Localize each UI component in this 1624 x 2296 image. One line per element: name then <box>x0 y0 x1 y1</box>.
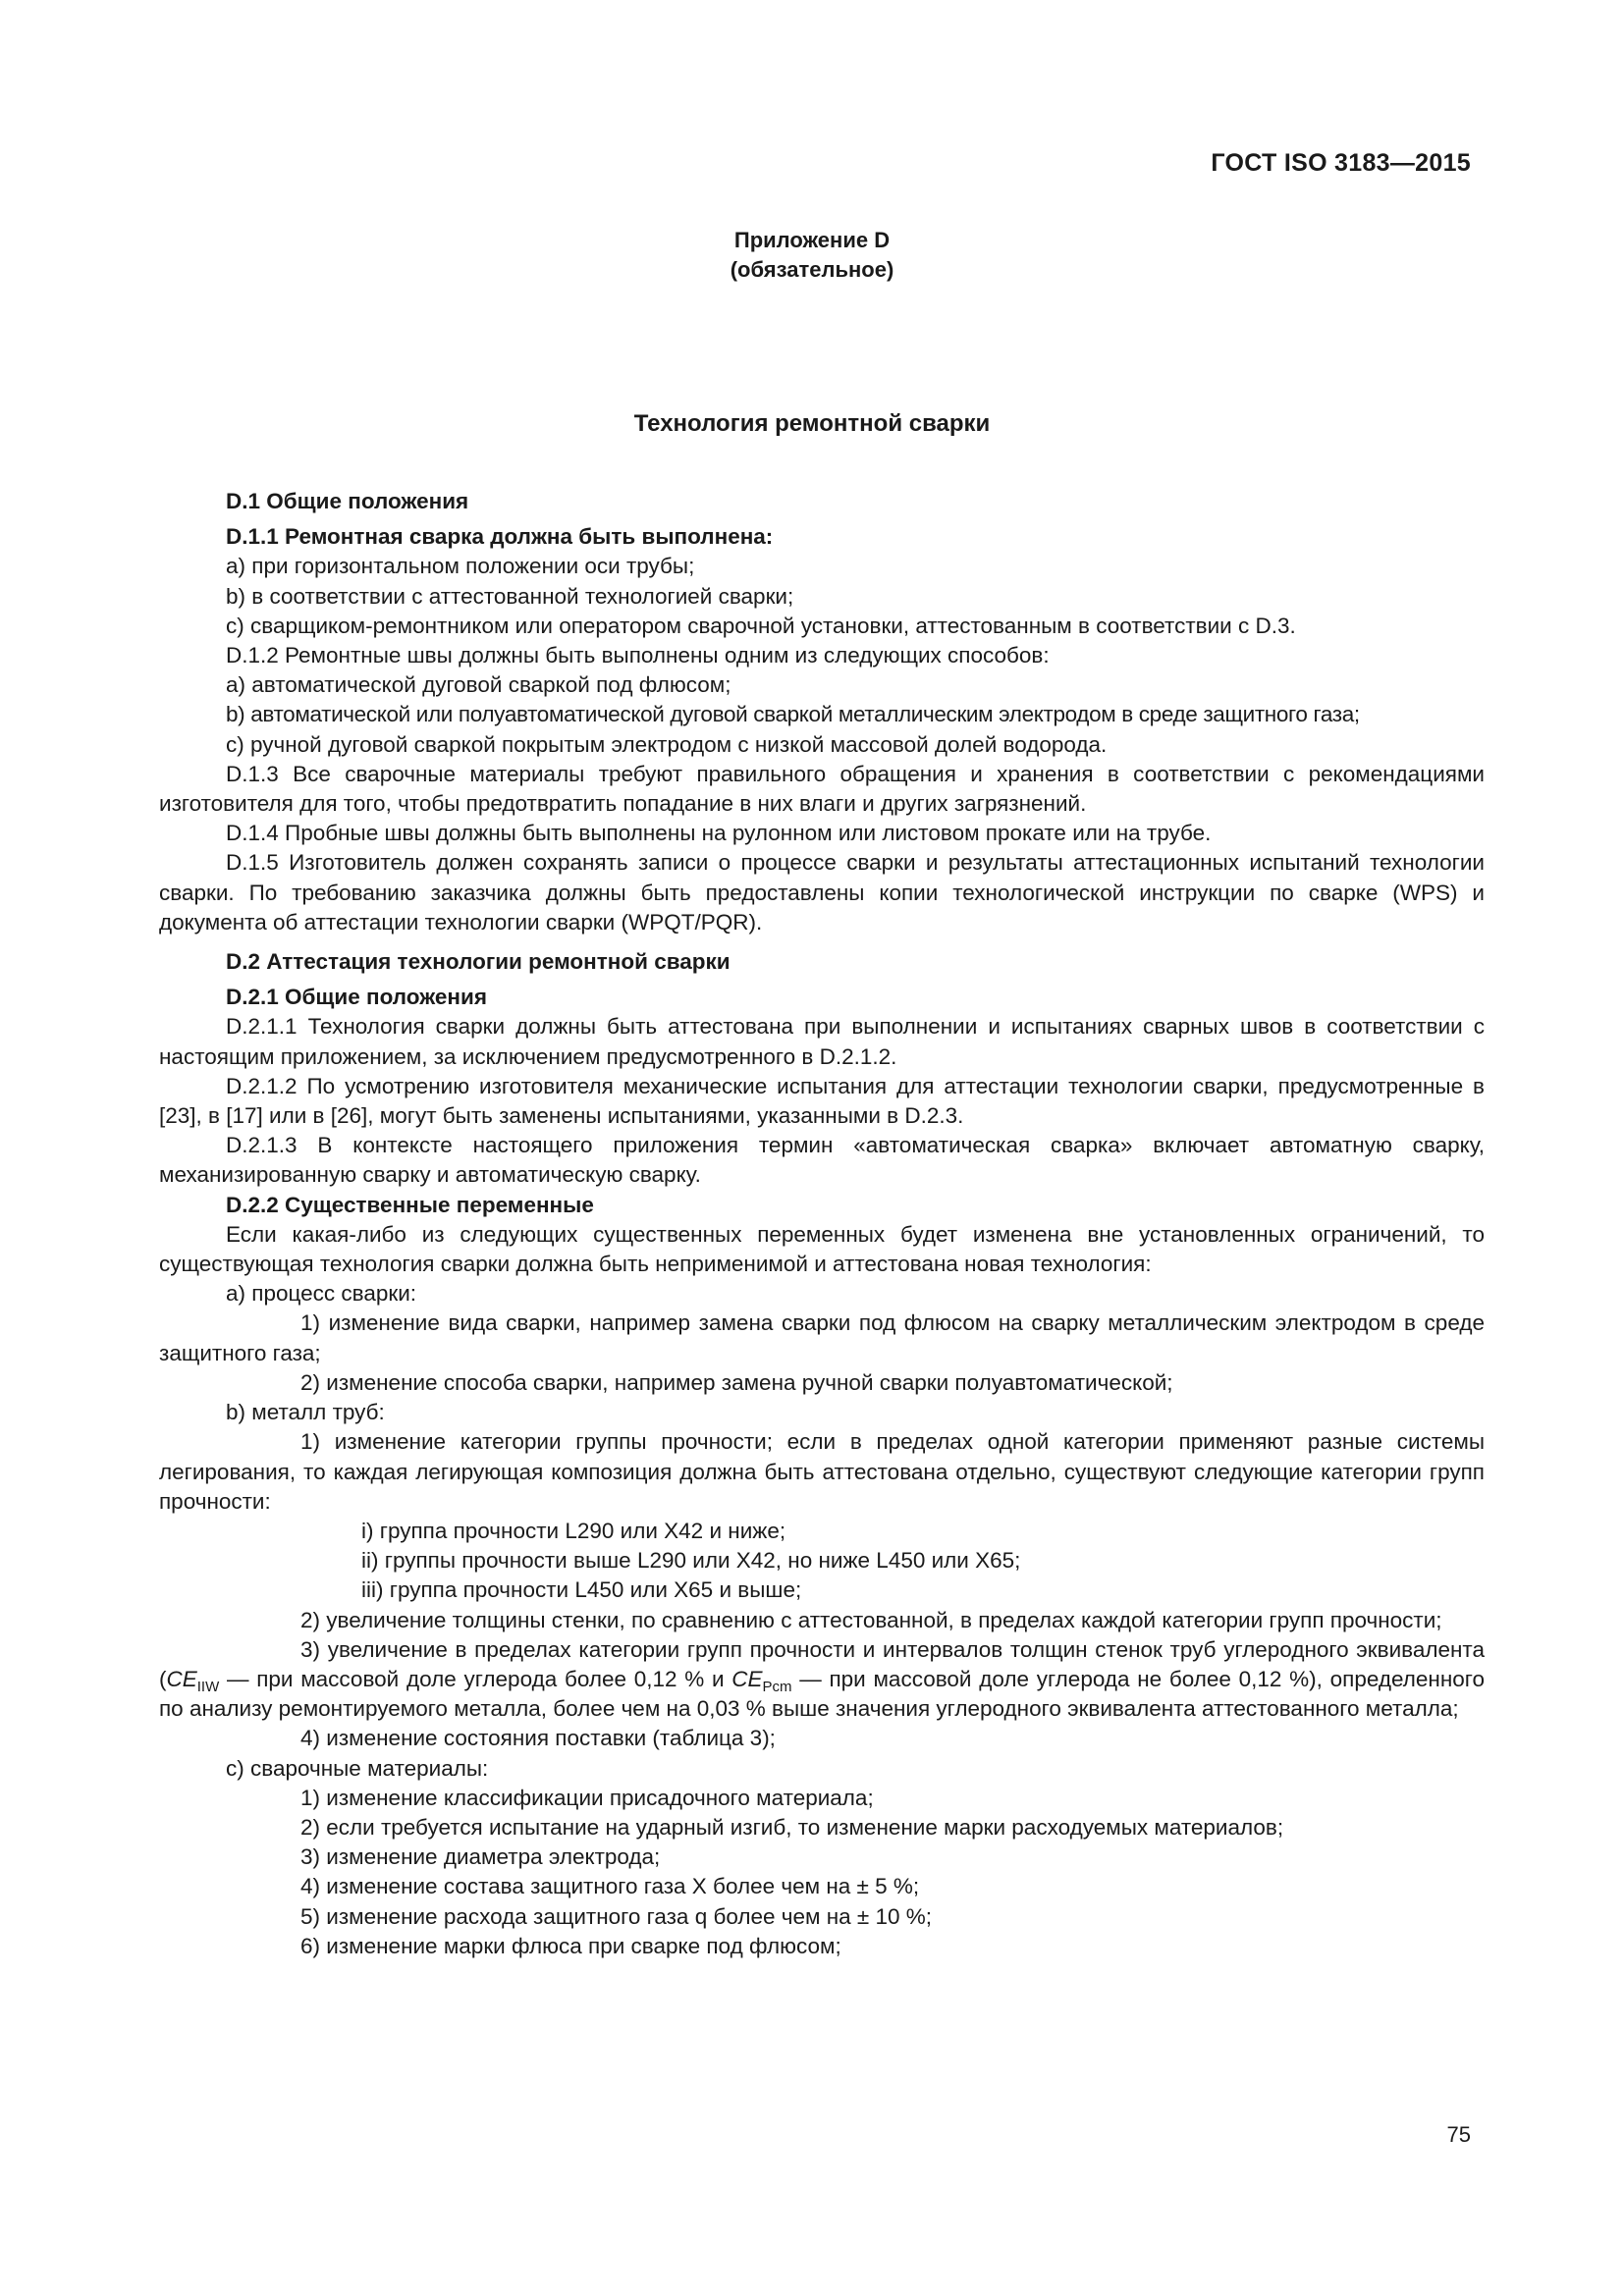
d15-paragraph: D.1.5 Изготовитель должен сохранять записи о процессе сварки и результаты аттестационных испытаний технологии сварки. По требованию заказчика должны быть предоставлены копии технологической инструкции по сварке (WPS) и документа об аттестации технологии сварки (WPQT/PQR). <box>159 850 1485 934</box>
document-body <box>159 487 1485 1961</box>
d11-heading: D.1.1 Ремонтная сварка должна быть выполнена: <box>226 524 774 550</box>
d22-item-b: b) металл труб: <box>226 1400 385 1425</box>
d213-paragraph: D.2.1.3 В контексте настоящего приложения термин «автоматическая сварка» включает автоматную сварку, механизированную сварку и автоматическую сварку. <box>159 1133 1485 1188</box>
d22-item-c5: 5) изменение расхода защитного газа q более чем на ± 10 %; <box>300 1903 933 1929</box>
page-number: 75 <box>1446 2122 1471 2147</box>
d12-item-a: а) автоматической дуговой сваркой под флюсом; <box>226 672 731 698</box>
d22-item-b1-ii: ii) группы прочности выше L290 или X42, но ниже L450 или X65; <box>361 1548 1021 1574</box>
d12-item-c: с) ручной дуговой сваркой покрытым электродом с низкой массовой долей водорода. <box>226 731 1108 757</box>
d22-item-c: с) сварочные материалы: <box>226 1755 489 1781</box>
annex-heading <box>0 226 1624 285</box>
d22-heading: D.2.2 Существенные переменные <box>226 1192 594 1217</box>
d22-item-c6: 6) изменение марки флюса при сварке под флюсом; <box>300 1933 841 1958</box>
d22-item-b4: 4) изменение состояния поставки (таблица 3); <box>300 1726 776 1751</box>
d12-paragraph: D.1.2 Ремонтные швы должны быть выполнены одним из следующих способов: <box>226 643 1050 668</box>
d11-item-a: а) при горизонтальном положении оси трубы; <box>226 554 695 579</box>
d22-item-c4: 4) изменение состава защитного газа X более чем на ± 5 %; <box>300 1874 920 1899</box>
d21-heading: D.2.1 Общие положения <box>226 985 487 1010</box>
d22-item-c2: 2) если требуется испытание на ударный изгиб, то изменение марки расходуемых материалов; <box>300 1814 1284 1840</box>
annex-title: Приложение D <box>733 228 891 252</box>
b3-text-1: 3) увеличение в пределах категории групп прочности и интервалов толщин стенок труб углеродного эквивалента ( <box>159 1636 1485 1691</box>
d212-paragraph: D.2.1.2 По усмотрению изготовителя механические испытания для аттестации технологии сварки, предусмотренные в [23], в [17] или в [26], могут быть заменены испытаниями, указанными в D.2.3. <box>159 1073 1485 1129</box>
d22-item-a1: 1) изменение вида сварки, например замена сварки под флюсом на сварку металлическим электродом в среде защитного газа; <box>159 1310 1485 1365</box>
d11-item-b: b) в соответствии с аттестованной технологией сварки; <box>226 583 794 609</box>
b3-text-2: — при массовой доле углерода более 0,12 % и <box>219 1666 732 1691</box>
ce-pcm-subscript: Pcm <box>762 1678 792 1695</box>
d22-item-b2: 2) увеличение толщины стенки, по сравнению с аттестованной, в пределах каждой категории групп прочности; <box>300 1607 1442 1632</box>
ce-iiw-symbol: CE <box>166 1666 197 1691</box>
section-title: Технология ремонтной сварки <box>633 410 991 437</box>
annex-status: (обязательное) <box>730 257 894 282</box>
d13-paragraph: D.1.3 Все сварочные материалы требуют правильного обращения и хранения в соответствии с рекомендациями изготовителя для того, чтобы предотвратить попадание в них влаги и других загрязнений. <box>159 761 1485 817</box>
d22-item-a2: 2) изменение способа сварки, например замена ручной сварки полуавтоматической; <box>300 1369 1173 1395</box>
d12-item-b: b) автоматической или полуавтоматической дуговой сваркой металлическим электродом в среде защитного газа; <box>226 702 1360 727</box>
d22-item-b1-iii: iii) группа прочности L450 или X65 и выше; <box>361 1577 802 1603</box>
d22-item-b1-i: i) группа прочности L290 или X42 и ниже; <box>361 1518 786 1543</box>
ce-pcm-symbol: CE <box>731 1666 763 1691</box>
d2-heading: D.2 Аттестация технологии ремонтной сварки <box>226 949 731 975</box>
d22-item-c3: 3) изменение диаметра электрода; <box>300 1844 661 1870</box>
d211-paragraph: D.2.1.1 Технология сварки должны быть аттестована при выполнении и испытаниях сварных швов в соответствии с настоящим приложением, за исключением предусмотренного в D.2.1.2. <box>159 1014 1485 1069</box>
d22-intro: Если какая-либо из следующих существенных переменных будет изменена вне установленных ограничений, то существующая технология сварки должна быть неприменимой и аттестована новая технология: <box>159 1221 1485 1277</box>
ce-iiw-subscript: IIW <box>196 1678 220 1695</box>
d22-item-c1: 1) изменение классификации присадочного материала; <box>300 1785 874 1810</box>
d14-paragraph: D.1.4 Пробные швы должны быть выполнены на рулонном или листовом прокате или на трубе. <box>226 821 1212 846</box>
d11-item-c: с) сварщиком-ремонтником или оператором сварочной установки, аттестованным в соответствии с D.3. <box>226 613 1296 638</box>
d1-heading: D.1 Общие положения <box>226 489 469 513</box>
d22-item-b3 <box>159 1635 1485 1725</box>
d22-item-a: а) процесс сварки: <box>226 1281 417 1307</box>
d22-item-b1: 1) изменение категории группы прочности; если в пределах одной категории применяют разные системы легирования, то каждая легирующая композиция должна быть аттестована отдельно, существуют следующие категории групп прочности: <box>159 1429 1485 1514</box>
document-code: ГОСТ ISO 3183—2015 <box>1211 149 1471 177</box>
b3-text-3: — при массовой доле углерода не более 0,12 %), определенного по анализу ремонтируемого металла, более чем на 0,03 % выше значения углеродного эквивалента аттестованного металла; <box>159 1666 1485 1722</box>
